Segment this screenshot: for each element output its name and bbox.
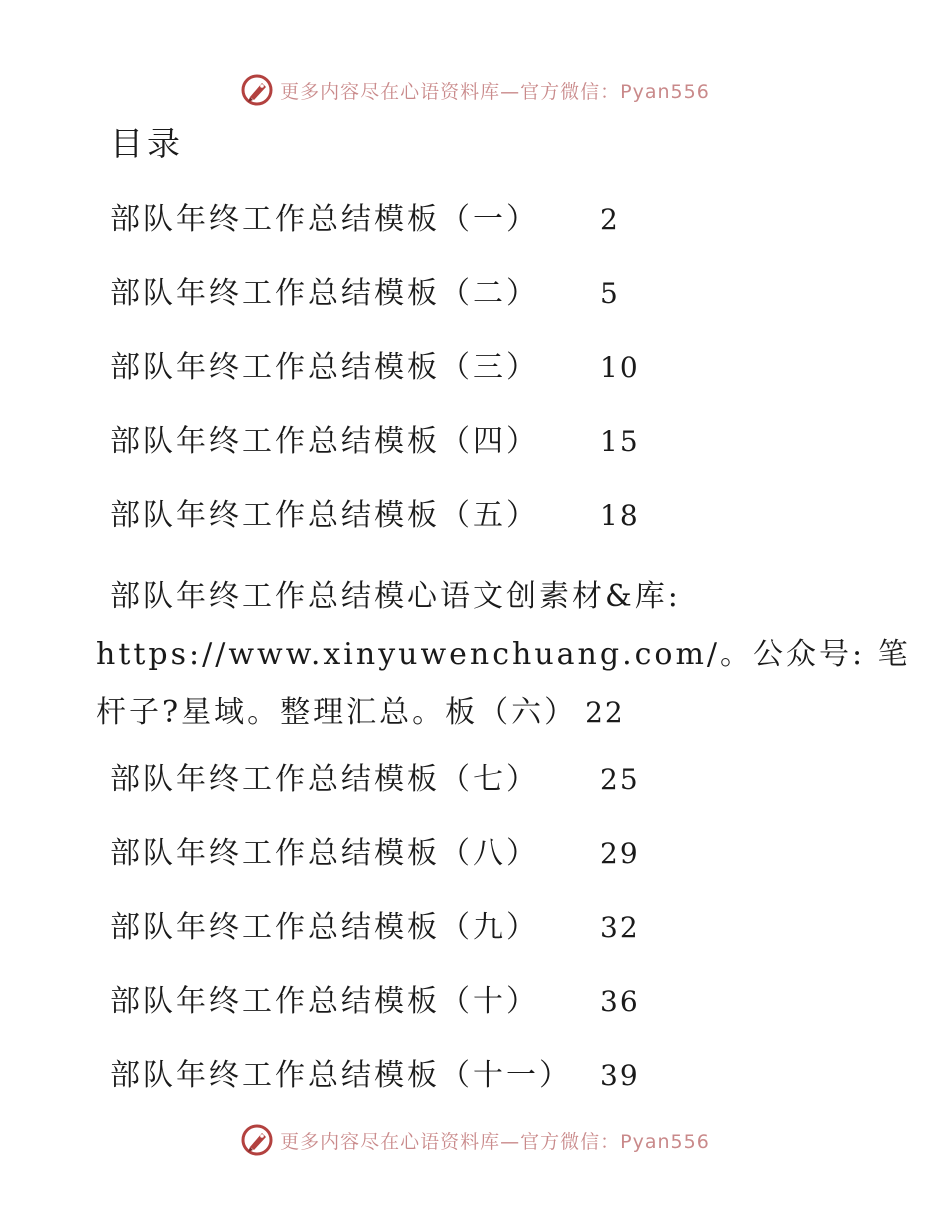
- toc-entry-page: 25: [600, 763, 640, 796]
- header-banner: [0, 70, 950, 110]
- footer-banner: [0, 1120, 950, 1160]
- toc-title: 目录: [110, 124, 184, 163]
- banner-text: 更多内容尽在心语资料库—官方微信：Pyan556: [280, 1130, 710, 1153]
- toc-entry-label: 部队年终工作总结模板（七）: [110, 762, 539, 797]
- toc-entry-1[interactable]: [110, 198, 620, 242]
- toc-entry-label: 部队年终工作总结模板（九）: [110, 910, 539, 945]
- toc-entry-page: 32: [600, 911, 640, 944]
- toc-entry-8[interactable]: [110, 832, 640, 876]
- toc-entry-label: 部队年终工作总结模板（五）: [110, 498, 539, 533]
- toc-entry-7[interactable]: [110, 758, 640, 802]
- toc-entry-11[interactable]: [110, 1054, 640, 1098]
- toc-entry-10[interactable]: [110, 980, 640, 1024]
- toc-entry-page: 2: [600, 203, 620, 236]
- pen-nib-logo-icon: [240, 73, 274, 107]
- toc-entry-label: 部队年终工作总结模板（八）: [110, 836, 539, 871]
- toc-entry-label: 部队年终工作总结模板（十）: [110, 984, 539, 1019]
- banner-text: 更多内容尽在心语资料库—官方微信：Pyan556: [280, 80, 710, 103]
- toc-entry-2[interactable]: [110, 272, 620, 316]
- toc-entry-page: 18: [600, 499, 640, 532]
- toc-entry-6-line-3: 杆子?星域。整理汇总。板（六）: [96, 695, 578, 730]
- toc-entry-5[interactable]: [110, 494, 640, 538]
- toc-entry-page: 29: [600, 837, 640, 870]
- toc-entry-6[interactable]: [96, 568, 911, 742]
- toc-entry-page: 10: [600, 351, 640, 384]
- toc-entry-label: 部队年终工作总结模板（四）: [110, 424, 539, 459]
- toc-entry-4[interactable]: [110, 420, 640, 464]
- toc-entry-page: 36: [600, 985, 640, 1018]
- toc-entry-page: 15: [600, 425, 640, 458]
- toc-entry-label: 部队年终工作总结模板（二）: [110, 276, 539, 311]
- toc-entry-label: 部队年终工作总结模板（一）: [110, 202, 539, 237]
- pen-nib-logo-icon: [240, 1123, 274, 1157]
- toc-entry-6-line-2: https://www.xinyuwenchuang.com/。公众号: 笔: [96, 637, 911, 672]
- toc-entry-label: 部队年终工作总结模板（三）: [110, 350, 539, 385]
- toc-entry-page: 5: [600, 277, 620, 310]
- toc-entry-page: 39: [600, 1059, 640, 1092]
- toc-entry-6-line-1: 部队年终工作总结模心语文创素材&库:: [110, 579, 681, 614]
- toc-entry-9[interactable]: [110, 906, 640, 950]
- toc-entry-label: 部队年终工作总结模板（十一）: [110, 1058, 572, 1093]
- toc-entry-page: 22: [585, 696, 625, 729]
- toc-entry-3[interactable]: [110, 346, 640, 390]
